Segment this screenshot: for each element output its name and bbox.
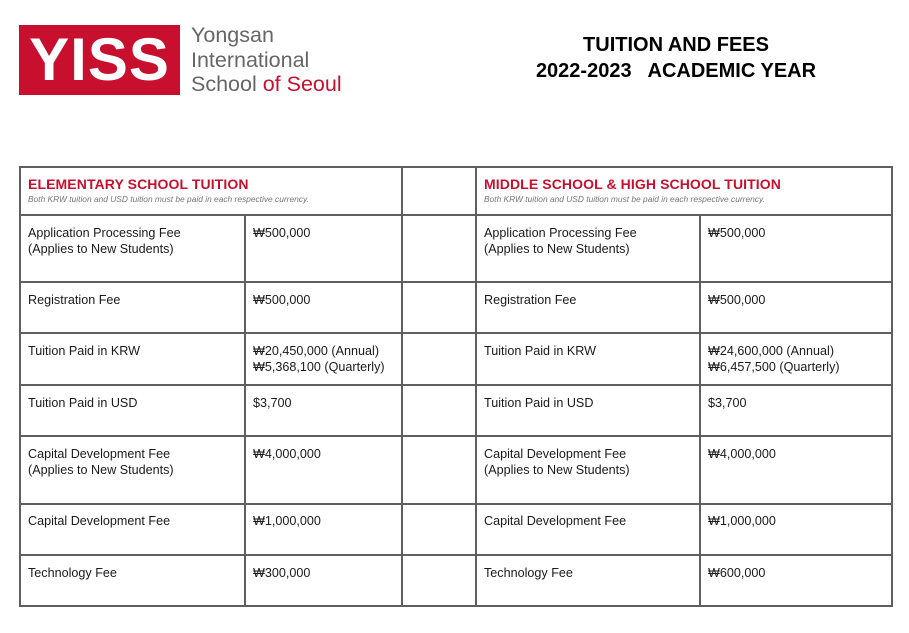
middle-high-row-value [708,395,747,411]
middle-high-row-label [484,513,626,529]
logo-mark-text: YISS [29,26,170,93]
value-line: ₩600,000 [708,566,766,580]
middle-high-row-value [708,343,840,375]
value-line: ₩4,000,000 [253,447,321,461]
table-border [19,166,893,168]
elementary-row-label [28,565,117,581]
table-border [19,605,893,607]
value-line: ₩24,600,000 (Annual) [708,344,835,358]
middle-high-row-label [484,395,593,411]
label-line: (Applies to New Students) [28,242,174,256]
label-line: Tuition Paid in USD [28,396,138,410]
middle-high-section-note: Both KRW tuition and USD tuition must be paid in each respective currency. [484,194,765,204]
value-line: ₩1,000,000 [253,514,321,528]
value-line: ₩5,368,100 (Quarterly) [253,360,385,374]
label-line: Registration Fee [28,293,121,307]
value-line: ₩6,457,500 (Quarterly) [708,360,840,374]
value-line: ₩4,000,000 [708,447,776,461]
value-line: $3,700 [253,396,292,410]
middle-high-row-label [484,565,573,581]
page-title-line-1: TUITION AND FEES [583,34,769,56]
elementary-row-label [28,513,170,529]
label-line: Capital Development Fee [28,514,171,528]
middle-high-row-value [708,513,776,529]
label-line: (Applies to New Students) [484,463,630,477]
table-border [19,435,893,437]
value-line: ₩20,450,000 (Annual) [253,344,380,358]
middle-high-row-label [484,225,637,257]
label-line: Tuition Paid in USD [484,396,594,410]
logo-name-school: School [191,72,263,96]
middle-high-row-value [708,565,765,581]
table-border [891,166,893,607]
label-line: Application Processing Fee [484,226,637,240]
table-border [19,384,893,386]
school-logo-name [191,23,342,97]
tuition-table [19,166,892,606]
label-line: Capital Development Fee [484,447,627,461]
table-border [475,166,477,607]
elementary-row-value [253,513,321,529]
value-line: $3,700 [708,396,747,410]
elementary-row-label [28,292,120,308]
elementary-row-value [253,343,385,375]
table-border [19,281,893,283]
value-line: ₩500,000 [708,293,766,307]
elementary-row-value [253,292,310,308]
elementary-row-label [28,225,181,257]
table-border [699,214,701,607]
label-line: Tuition Paid in KRW [28,344,140,358]
table-border [19,554,893,556]
label-line: Technology Fee [28,566,117,580]
label-line: (Applies to New Students) [484,242,630,256]
middle-high-row-label [484,292,576,308]
label-line: Tuition Paid in KRW [484,344,596,358]
label-line: Capital Development Fee [484,514,627,528]
table-border [19,166,21,607]
table-border [19,332,893,334]
middle-high-section-title: MIDDLE SCHOOL & HIGH SCHOOL TUITION [484,176,781,192]
elementary-row-value [253,225,310,241]
middle-high-row-label [484,446,630,478]
school-logo-mark [19,25,180,95]
value-line: ₩300,000 [253,566,311,580]
table-border [19,214,893,216]
label-line: Registration Fee [484,293,577,307]
elementary-row-label [28,395,137,411]
value-line: ₩500,000 [253,226,311,240]
value-line: ₩500,000 [708,226,766,240]
elementary-row-value [253,395,292,411]
label-line: Capital Development Fee [28,447,171,461]
table-border [244,214,246,607]
value-line: ₩500,000 [253,293,311,307]
logo-name-line-3 [191,72,342,97]
elementary-row-value [253,446,321,462]
middle-high-row-value [708,446,776,462]
label-line: Technology Fee [484,566,573,580]
label-line: Application Processing Fee [28,226,181,240]
elementary-row-value [253,565,310,581]
middle-high-row-value [708,225,765,241]
elementary-section-title: ELEMENTARY SCHOOL TUITION [28,176,249,192]
logo-name-line-2: International [191,47,310,72]
elementary-row-label [28,343,140,359]
value-line: ₩1,000,000 [708,514,776,528]
middle-high-row-label [484,343,596,359]
elementary-row-label [28,446,174,478]
elementary-section-note: Both KRW tuition and USD tuition must be paid in each respective currency. [28,194,309,204]
page-title-line-2: 2022-2023 ACADEMIC YEAR [535,60,817,82]
middle-high-row-value [708,292,765,308]
logo-name-line-1: Yongsan [191,23,274,47]
table-border [401,166,403,607]
logo-name-of-seoul: of Seoul [262,72,342,96]
table-border [19,503,893,505]
label-line: (Applies to New Students) [28,463,174,477]
page-title [500,32,852,84]
